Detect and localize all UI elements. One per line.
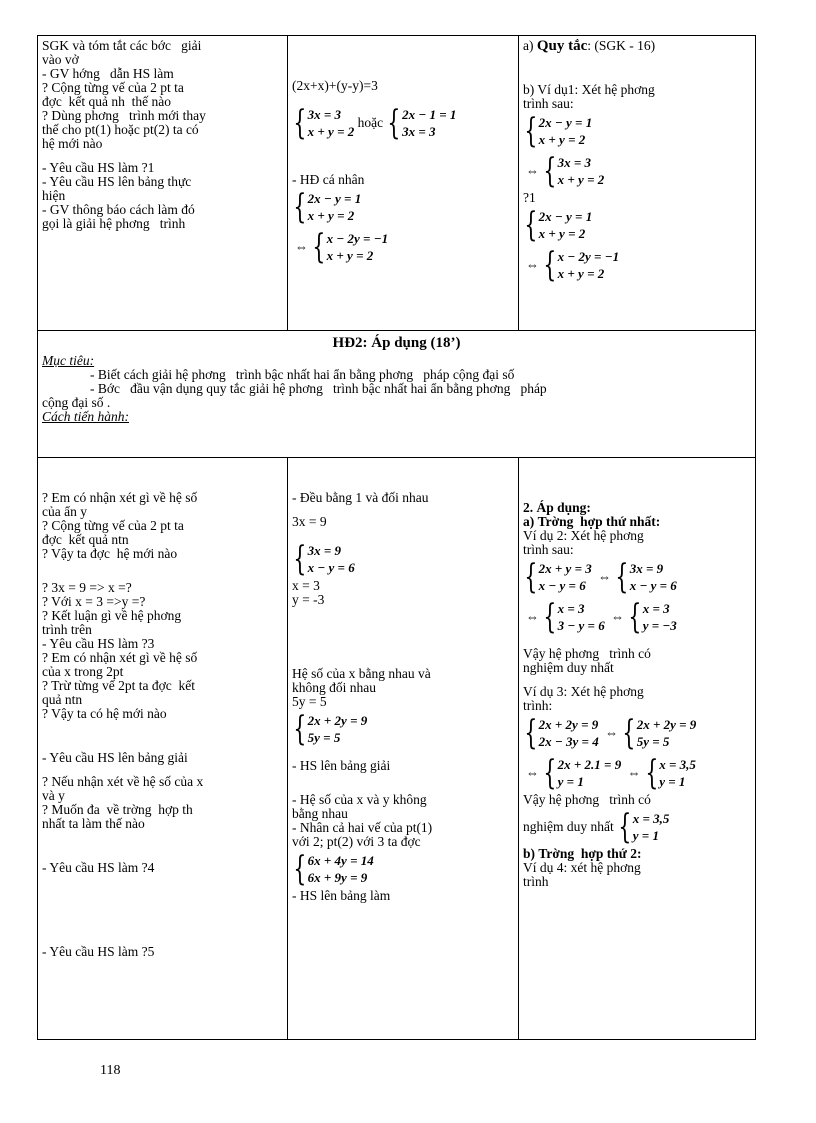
text-line: nghiệm duy nhất (523, 819, 614, 834)
text-line: - Yêu cầu HS làm ?4 (42, 860, 155, 875)
text-line: - Yêu cầu HS lên bảng giải (42, 750, 188, 765)
text-line: Ví dụ 3: Xét hệ phơng (523, 684, 644, 699)
text-line: - HS lên bảng làm (292, 888, 391, 903)
text-line: cộng đại số . (42, 395, 111, 410)
text-line: y = -3 (292, 592, 325, 607)
text-line: ? Cộng từng vế của 2 pt ta (42, 518, 184, 533)
equation-line: (2x+x)+(y-y)=3 (292, 78, 378, 93)
text-line: đợc kết quả ntn (42, 532, 129, 547)
content-cell: a) Quy tắc: (SGK - 16) b) Ví dụ1: Xét hệ phơng trình sau: { 2x − y = 1 x + y = 2 ⇔ { 3x = 3 x + y = 2 ?1 { 2x − y = 1 x + y = 2 ⇔ { x − 2y = −1 x + y = 2 (519, 36, 756, 331)
equation-system: { x − 2y = −1 x + y = 2 (543, 245, 620, 285)
text-line: trình: (523, 698, 553, 713)
text-line: - Yêu cầu HS làm ?5 (42, 944, 155, 959)
text-line: quả ntn (42, 692, 83, 707)
student-activity-cell (288, 458, 519, 1040)
text-line: Ví dụ 2: Xét hệ phơng (523, 528, 644, 543)
text-line: của x trong 2pt (42, 664, 124, 679)
equation-system: { 2x − y = 1 x + y = 2 (293, 187, 362, 227)
equation-system: { 3x = 3 x + y = 2 (293, 103, 355, 143)
equation-system: { 2x + 2y = 9 5y = 5 (293, 709, 368, 749)
text-line: trình trên (42, 622, 92, 637)
equation-system: { x = 3 y = −3 (628, 597, 677, 637)
text-line: Vậy hệ phơng trình có (523, 792, 651, 807)
table-row (38, 458, 756, 1040)
lesson-page (37, 35, 746, 1040)
content-cell: 2. Áp dụng: a) Trờng hợp thứ nhất: Ví dụ 2: Xét hệ phơng trình sau: { 2x + y = 3 x − y = 6 ⇔ { 3x = 9 x − y = 6 ⇔ { x = 3 3 − y = 6 ⇔ { x = 3 y = −3 Vậy hệ phơng trình có nghiệm duy nhất Ví dụ 3: Xét hệ phơng trình: { 2x + 2y = 9 2x − 3y = 4 ⇔ { 2x + 2y = 9 5y = 5 ⇔ { 2x + 2.1 = 9 y = 1 ⇔ { x = 3,5 y = 1 Vậy hệ phơng trình có nghiệm duy nhất { x = 3,5 y = 1 b) Trờng hợp thứ 2: Ví dụ 4: xét hệ phơng trình (519, 458, 756, 1040)
text-line: đợc kết quả nh thế nào (42, 94, 171, 109)
text-line: - Biết cách giải hệ phơng trình bậc nhất hai ẩn bằng phơng pháp cộng đại số (90, 367, 515, 382)
text-line: - GV thông báo cách làm đó (42, 202, 195, 217)
text-line: x = 3 (292, 578, 320, 593)
text-line: hệ mới nào (42, 136, 103, 151)
text-line: ? Dùng phơng trình mới thay (42, 108, 206, 123)
teacher-activity-cell (38, 458, 288, 1040)
page-number: 118 (100, 1063, 121, 1078)
text-line: - Nhân cả hai vế của pt(1) (292, 820, 433, 835)
text-line: trình sau: (523, 96, 574, 111)
method-label: Cách tiến hành: (42, 409, 129, 424)
text-line: không đối nhau (292, 680, 376, 695)
text-line: - Hệ số của x và y không (292, 792, 427, 807)
text-line: Vậy hệ phơng trình có (523, 646, 651, 661)
text-line: của ẩn y (42, 504, 87, 519)
equation-system: { x = 3 3 − y = 6 (543, 597, 605, 637)
rule-line: a) Quy tắc: (SGK - 16) (523, 38, 656, 54)
text-line: với 2; pt(2) với 3 ta đợc (292, 834, 421, 849)
equation-system: { 3x = 9 x − y = 6 (615, 557, 677, 597)
goal-label: Mục tiêu: (42, 353, 95, 368)
text-line: ? Cộng từng vế của 2 pt ta (42, 80, 184, 95)
text-line: - Yêu cầu HS làm ?3 (42, 636, 155, 651)
equation-system: { x − 2y = −1 x + y = 2 (312, 227, 389, 267)
text-line: ? 3x = 9 => x =? (42, 580, 132, 595)
text-line: trình sau: (523, 542, 574, 557)
section-heading-cell (38, 331, 756, 458)
equation-system: { 2x + 2y = 9 2x − 3y = 4 (524, 713, 599, 753)
text-line: ? Em có nhận xét gì về hệ số (42, 650, 198, 665)
text-line: ? Kết luận gì về hệ phơng (42, 608, 182, 623)
text-line: ? Nếu nhận xét về hệ số của x (42, 774, 204, 789)
text-line: ? Trừ từng vế 2pt ta đợc kết (42, 678, 196, 693)
text-line: 3x = 9 (292, 514, 327, 529)
text-line: ? Vậy ta đợc hệ mới nào (42, 546, 178, 561)
text-line: ? Muốn đa về trờng hợp th (42, 802, 193, 817)
text-line: ? Với x = 3 =>y =? (42, 594, 146, 609)
section-heading: HĐ2: Áp dụng (18’) (332, 335, 461, 351)
teacher-activity-cell (38, 36, 288, 331)
text-line: trình (523, 874, 549, 889)
text-line: - GV hớng dẫn HS làm (42, 66, 174, 81)
text-line: hiện (42, 188, 66, 203)
equation-system: { x = 3,5 y = 1 (644, 753, 696, 793)
text-line: ?1 (523, 190, 536, 205)
equation-system: { 2x − y = 1 x + y = 2 (524, 111, 593, 151)
text-line: 5y = 5 (292, 694, 327, 709)
text-line: ? Vậy ta có hệ mới nào (42, 706, 167, 721)
text-line: Ví dụ 4: xét hệ phơng (523, 860, 641, 875)
text-line: nghiệm duy nhất (523, 660, 614, 675)
text-line: ? Em có nhận xét gì về hệ số (42, 490, 198, 505)
text-line: bằng nhau (292, 806, 348, 821)
table-row (38, 331, 756, 458)
equation-system: { 2x − y = 1 x + y = 2 (524, 205, 593, 245)
text-line: - Yêu cầu HS làm ?1 (42, 160, 155, 175)
text-line: b) Ví dụ1: Xét hệ phơng (523, 82, 655, 97)
text-line: - HS lên bảng giải (292, 758, 391, 773)
equation-system: { 2x − 1 = 1 3x = 3 (387, 103, 457, 143)
text-line: - Đều bằng 1 và đối nhau (292, 490, 429, 505)
text-line: thế cho pt(1) hoặc pt(2) ta có (42, 122, 199, 137)
lesson-table (37, 35, 756, 1040)
case-title: a) Trờng hợp thứ nhất: (523, 514, 661, 529)
equation-system: { 2x + 2.1 = 9 y = 1 (543, 753, 622, 793)
section-title: 2. Áp dụng: (523, 500, 591, 515)
student-activity-cell: (2x+x)+(y-y)=3 { 3x = 3 x + y = 2 hoặc { 2x − 1 = 1 3x = 3 - HĐ cá nhân { 2x − y = 1 x + y = 2 ⇔ { x − 2y = −1 x + y = 2 (288, 36, 519, 331)
equation-system: { x = 3,5 y = 1 (618, 807, 670, 847)
text-line: - HĐ cá nhân (292, 172, 365, 187)
text-line: - Yêu cầu HS lên bảng thực (42, 174, 192, 189)
equation-system: { 6x + 4y = 14 6x + 9y = 9 (293, 849, 374, 889)
text-line: gọi là giải hệ phơng trình (42, 216, 186, 231)
equation-system: { 3x = 3 x + y = 2 (543, 151, 605, 191)
text-line: - Bớc đầu vận dụng quy tắc giải hệ phơng trình bậc nhất hai ẩn bằng phơng pháp (90, 381, 547, 396)
equation-system: { 2x + 2y = 9 5y = 5 (622, 713, 697, 753)
case-title: b) Trờng hợp thứ 2: (523, 846, 642, 861)
equation-system: { 2x + y = 3 x − y = 6 (524, 557, 592, 597)
text-line: Hệ số của x bằng nhau và (292, 666, 431, 681)
text-line: SGK và tóm tắt các bớc giải (42, 38, 202, 53)
text-line: và y (42, 788, 65, 803)
or-word: hoặc (357, 115, 384, 130)
text-line: nhất ta làm thế nào (42, 816, 145, 831)
equation-system: { 3x = 9 x − y = 6 (293, 539, 355, 579)
table-row (38, 36, 756, 331)
text-line: vào vở (42, 52, 79, 67)
